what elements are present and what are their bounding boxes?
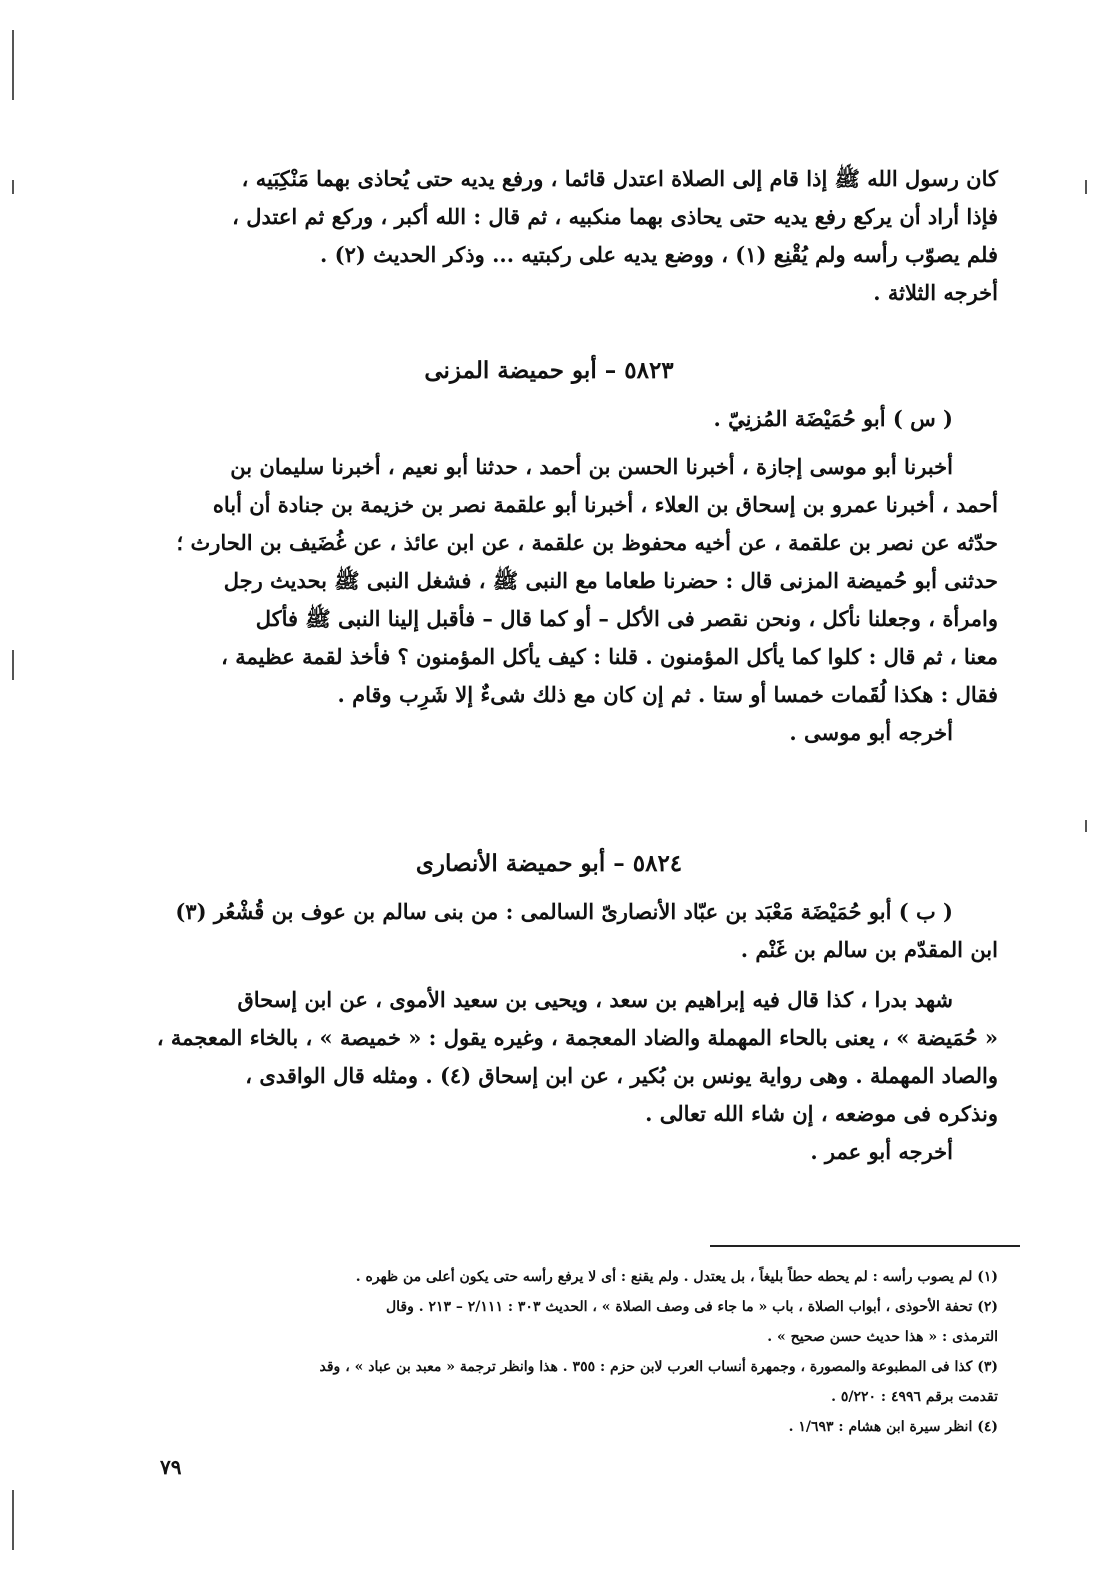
scan-edge-line: [12, 1490, 14, 1550]
top-passage: [93, 160, 998, 312]
entry-intro-cont: ابن المقدّم بن سالم بن غَنْم .: [740, 937, 998, 962]
text-line: « حُمَيضة » ، يعنى بالحاء المهملة والضاد المعجمة ، وغيره يقول : « خميصة » ، بالخاء المعجمة ،: [156, 1025, 998, 1050]
scan-edge-line: [1085, 820, 1087, 832]
footnote-2-cont: الترمذى : « هذا حديث حسن صحيح » .: [767, 1329, 998, 1345]
entry-intro: ( ب ) أبو حُمَيْضَة مَعْبَد بن عبّاد الأنصارىّ السالمى : من بنى سالم بن عوف بن قُشْعُر (٣): [175, 899, 953, 924]
takhrij-line: أخرجه أبو عمر .: [810, 1139, 953, 1164]
text-line: حدثنى أبو حُميضة المزنى قال : حضرنا طعاما مع النبى ﷺ ، فشغل النبى ﷺ بحديث رجل: [223, 568, 998, 593]
takhrij-line: أخرجه الثلاثة .: [873, 280, 998, 305]
scan-edge-line: [12, 180, 14, 194]
text-line: كان رسول الله ﷺ إذا قام إلى الصلاة اعتدل قائما ، ورفع يديه حتى يُحاذى بهما مَنْكِبَيه ،: [241, 166, 998, 191]
scan-edge-line: [12, 30, 14, 100]
text-line: ونذكره فى موضعه ، إن شاء الله تعالى .: [645, 1101, 998, 1126]
text-line: أخبرنا أبو موسى إجازة ، أخبرنا الحسن بن أحمد ، حدثنا أبو نعيم ، أخبرنا سليمان بن: [230, 454, 953, 479]
text-line: فلم يصوّب رأسه ولم يُقْنِع (١) ، ووضع يديه على ركبتيه ... وذكر الحديث (٢) .: [320, 242, 998, 267]
footnote-4: (٤) انظر سيرة ابن هشام : ١/٦٩٣ .: [788, 1419, 998, 1435]
text-line: والصاد المهملة . وهى رواية يونس بن بُكير ، عن ابن إسحاق (٤) . ومثله قال الواقدى ،: [245, 1063, 998, 1088]
footnote-divider: [710, 1245, 1020, 1247]
footnote-3-cont: تقدمت برقم ٤٩٩٦ : ٥/٢٢٠ .: [831, 1389, 998, 1405]
footnote-2: (٢) تحفة الأحوذى ، أبواب الصلاة ، باب « ما جاء فى وصف الصلاة » ، الحديث ٣٠٣ : ٢/١١١ – ٢١٣ . وقال: [385, 1299, 998, 1315]
footnotes: [38, 1262, 998, 1442]
scan-edge-line: [1085, 180, 1087, 194]
footnote-1: (١) لم يصوب رأسه : لم يحطه حطاً بليغاً ، بل يعتدل . ولم يقنع : أى لا يرفع رأسه حتى يكون أعلى من ظهره .: [355, 1269, 998, 1285]
text-line: فإذا أراد أن يركع رفع يديه حتى يحاذى بهما منكبيه ، ثم قال : الله أكبر ، وركع ثم اعتدل ،: [232, 204, 998, 229]
entry-5823-text: [93, 400, 998, 752]
entry-heading-5823: ٥٨٢٣ – أبو حميضة المزنى: [424, 357, 674, 384]
text-line: حدّثه عن نصر بن علقمة ، عن أخيه محفوظ بن علقمة ، عن ابن عائذ ، عن غُضَيف بن الحارث ؛: [176, 530, 998, 555]
takhrij-line: أخرجه أبو موسى .: [789, 720, 953, 745]
text-line: وامرأة ، وجعلنا نأكل ، ونحن نقصر فى الأكل – أو كما قال – فأقبل إلينا النبى ﷺ فأكل: [255, 606, 998, 631]
entry-heading-5824: ٥٨٢٤ – أبو حميضة الأنصارى: [415, 850, 683, 877]
text-line: أحمد ، أخبرنا عمرو بن إسحاق بن العلاء ، أخبرنا أبو علقمة نصر بن خزيمة بن جنادة أن أباه: [212, 492, 998, 517]
entry-intro: ( س ) أبو حُمَيْضَة المُزنِيّ .: [713, 406, 953, 431]
text-line: معنا ، ثم قال : كلوا كما يأكل المؤمنون . قلنا : كيف يأكل المؤمنون ؟ فأخذ لقمة عظيمة ،: [221, 644, 998, 669]
footnote-3: (٣) كذا فى المطبوعة والمصورة ، وجمهرة أنساب العرب لابن حزم : ٣٥٥ . هذا وانظر ترجمة « معبد بن عباد » ، وقد: [319, 1359, 998, 1375]
page-number: ٧٩: [160, 1455, 182, 1479]
text-line: فقال : هكذا لُقَمات خمسا أو ستا . ثم إن كان مع ذلك شىءٌ إلا شَرِب وقام .: [337, 682, 998, 707]
scan-edge-line: [12, 650, 14, 680]
text-line: شهد بدرا ، كذا قال فيه إبراهيم بن سعد ، ويحيى بن سعيد الأموى ، عن ابن إسحاق: [237, 987, 953, 1012]
entry-5824-text: [93, 893, 998, 1171]
